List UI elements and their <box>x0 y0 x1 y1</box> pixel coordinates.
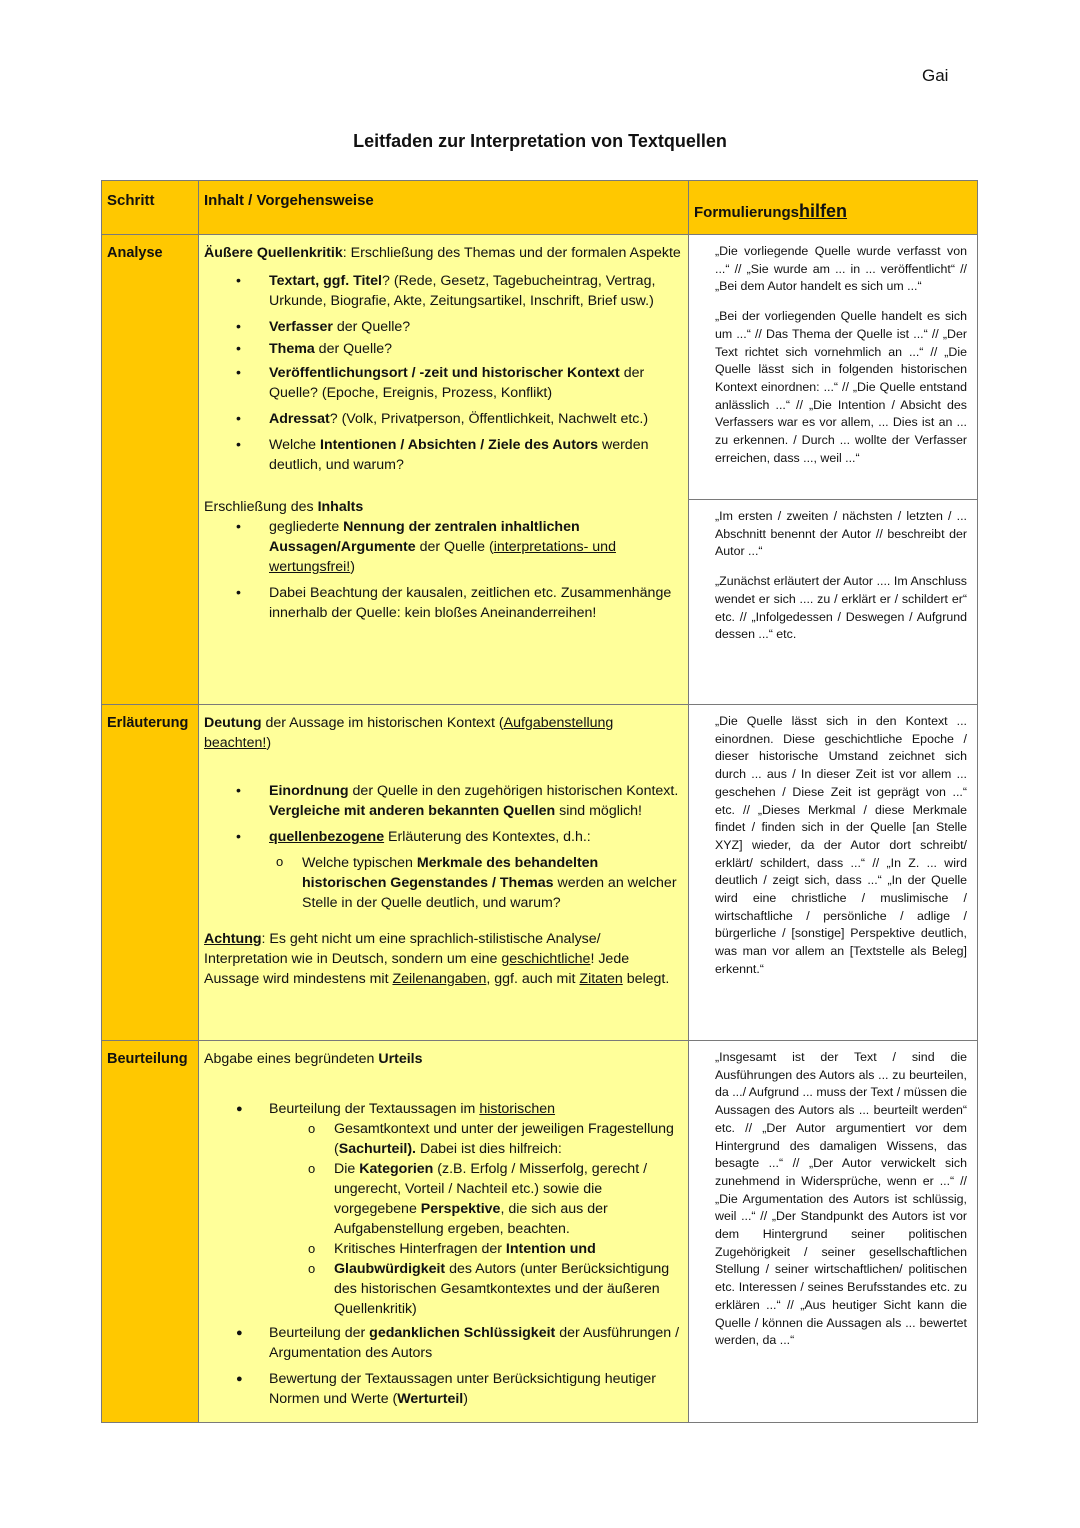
list-item: o Glaubwürdigkeit des Autors (unter Berücksichtigung des historischen Gesamtkontextes und der äußeren Quellenkritik) <box>204 1259 683 1319</box>
content-analyse: Äußere Quellenkritik: Erschließung des Themas und der formalen Aspekte • Textart, ggf. Titel? (Rede, Gesetz, Tagebucheintrag, Vertrag, Urkunde, Biografie, Akte, Zeitungsartikel, Inschrift, Brief usw.) • Verfasser der Quelle? • Thema der Quelle? • Veröffentlichungsort / -zeit und historischer Kontext der Quelle? (Epoche, Ereignis, Prozess, Konflikt) • Adressat? (Volk, Privatperson, Öffentlichkeit, Nachwelt etc.) • Welche Intentionen / Absichten / Ziele des Autors werden deutlich, und warum? Erschließung des Inhalts • gegliederte Nennung der zentralen inhaltlichen Aussagen/Argumente der Quelle (interpretations- und wertungsfrei!) • Dabei Beachtung der kausalen, zeitlichen etc. Zusammenhänge innerhalb der Quelle: kein bloßes Aneinanderreihen! <box>199 235 689 705</box>
attention-note: Achtung: Es geht nicht um eine sprachlich-stilistische Analyse/ Interpretation wie in Deutsch, sondern um eine geschichtliche! Jede Aussage wird mindestens mit Zeilenangaben, ggf. auch mit Zitaten belegt. <box>204 931 670 987</box>
list-item: ● Beurteilung der Textaussagen im historischen <box>204 1099 683 1119</box>
header-step: Schritt <box>102 181 199 235</box>
list-item: o Welche typischen Merkmale des behandelten historischen Gegenstandes / Themas werden an welcher Stelle in der Quelle deutlich, und warum? <box>204 853 683 913</box>
row-erlaeuterung <box>102 705 978 1041</box>
list-item: ● Bewertung der Textaussagen unter Berücksichtigung heutiger Normen und Werte (Werturteil) <box>204 1369 683 1409</box>
list-item: • Thema der Quelle? <box>204 339 683 359</box>
step-erlaeuterung: Erläuterung <box>102 705 199 1041</box>
beurteilung-sublist <box>204 1119 683 1319</box>
erlaeuterung-list <box>204 781 683 847</box>
hint-text: „Die Quelle lässt sich in den Kontext ... einordnen. Diese geschichtliche Epoche / dieser historische Umstand zeichnet sich durch ... aus / In dieser Zeit ist vor allem ... geschehen / Diese Zeit ist geprägt von ...“ etc. // „Dieses Merkmal / diese Merkmale findet / finden sich in der Quelle [an Stelle XYZ] wieder, da der Autor dort schreibt/ erklärt/ schildert, dass ...“ // „In Z. ... wird deutlich / zeigt sich, dass ...“ „In der Quelle wird eine christliche / muslimische / wirtschaftliche / persönliche / adlige / bürgerliche / [sonstige] Perspektive deutlich, was man vor allem an [Textstelle als Beleg] erkennt.“ <box>715 714 967 976</box>
row-analyse <box>102 235 978 705</box>
row-beurteilung <box>102 1041 978 1423</box>
hints-beurteilung <box>689 1041 978 1423</box>
hint-text: „Bei der vorliegenden Quelle handelt es sich um ...“ // Das Thema der Quelle ist ...“ // „Der Text richtet sich vornehmlich an ...“ // „Die Quelle lässt sich in folgenden historischen Kontext einordnen: ...“ // „Die Quelle entstand anlässlich ...“ // „Die Intention / Absicht des Verfassers war es vor allem, ... Dies ist an ... zu erkennen. / Durch ... wollte der Verfasser erreichen, dass ..., weil ...“ <box>715 309 967 465</box>
step-beurteilung: Beurteilung <box>102 1041 199 1423</box>
list-item: • Einordnung der Quelle in den zugehörigen historischen Kontext. Vergleiche mit anderen bekannten Quellen sind möglich! <box>204 781 683 821</box>
hint-text: „Zunächst erläutert der Autor .... Im Anschluss wendet er sich .... zu / erklärt er / schildert er“ etc. // „Infolgedessen / Deswegen / Aufgrund dessen ...“ etc. <box>715 574 967 642</box>
list-item: o Die Kategorien (z.B. Erfolg / Misserfolg, gerecht / ungerecht, Vorteil / Nachteil etc.) sowie die vorgegebene Perspektive, die sich aus der Aufgabenstellung ergeben, beachten. <box>204 1159 683 1239</box>
list-item: • Textart, ggf. Titel? (Rede, Gesetz, Tagebucheintrag, Vertrag, Urkunde, Biografie, Akte, Zeitungsartikel, Inschrift, Brief usw.) <box>204 271 683 311</box>
list-item: ● Beurteilung der gedanklichen Schlüssigkeit der Ausführungen / Argumentation des Autors <box>204 1323 683 1363</box>
hint-text: „Im ersten / zweiten / nächsten / letzten / ... Abschnitt benennt der Autor // beschreibt der Autor ...“ <box>715 509 967 559</box>
document-title: Leitfaden zur Interpretation von Textquellen <box>353 131 727 151</box>
hint-text: „Die vorliegende Quelle wurde verfasst von ...“ // „Sie wurde am ... in ... veröffentlicht“ // „Bei dem Autor handelt es sich um ...“ <box>715 244 967 294</box>
list-item: o Gesamtkontext und unter der jeweiligen Fragestellung (Sachurteil). Dabei ist dies hilfreich: <box>204 1119 683 1159</box>
guide-table <box>101 180 978 1423</box>
list-item: • Verfasser der Quelle? <box>204 317 683 337</box>
list-item: • Veröffentlichungsort / -zeit und historischer Kontext der Quelle? (Epoche, Ereignis, Prozess, Konflikt) <box>204 363 683 403</box>
author-name: Gai <box>922 66 949 85</box>
analyse-criteria-list <box>204 271 683 475</box>
content-erlaeuterung: Deutung der Aussage im historischen Kontext (Aufgabenstellung beachten!) • Einordnung der Quelle in den zugehörigen historischen Kontext. Vergleiche mit anderen bekannten Quellen sind möglich! • quellenbezogene Erläuterung des Kontextes, d.h.: o Welche typischen Merkmale des behandelten historischen Gegenstandes / Themas werden an welcher Stelle in der Quelle deutlich, und warum? Achtung: Es geht nicht um eine sprachlich-stilistische Analyse/ Interpretation wie in Deutsch, sondern um eine geschichtliche! Jede Aussage wird mindestens mit Zeilenangaben, ggf. auch mit Zitaten belegt. <box>199 705 689 1041</box>
beurteilung-list <box>204 1099 683 1119</box>
step-analyse: Analyse <box>102 235 199 705</box>
list-item: o Kritisches Hinterfragen der Intention und <box>204 1239 683 1259</box>
hints-analyse <box>689 235 978 705</box>
header-content: Inhalt / Vorgehensweise <box>199 181 689 235</box>
content-beurteilung: Abgabe eines begründeten Urteils ● Beurteilung der Textaussagen im historischen o Gesamtkontext und unter der jeweiligen Fragestellung (Sachurteil). Dabei ist dies hilfreich: o Die Kategorien (z.B. Erfolg / Misserfolg, gerecht / ungerecht, Vorteil / Nachteil etc.) sowie die vorgegebene Perspektive, die sich aus der Aufgabenstellung ergeben, beachten. o Kritisches Hinterfragen der Intention und o Glaubwürdigkeit des Autors (unter Berücksichtigung des historischen Gesamtkontextes und der äußeren Quellenkritik) ● Beurteilung der gedanklichen Schlüssigkeit der Ausführungen / Argumentation des Autors ● Bewertung der Textaussagen unter Berücksichtigung heutiger Normen und Werte (Werturteil) <box>199 1041 689 1423</box>
hint-text: „Insgesamt ist der Text / sind die Ausführungen des Autors als ... zu beurteilen, da .../ Aufgrund ... muss der Text / müssen die Aussagen des Autors als ... beurteilt werden“ etc. // „Der Autor argumentiert vor dem Hintergrund des damaligen Wissens, das besagte ...“ // „Der Autor verwickelt sich zunehmend in Widersprüche, wenn er ...“ // „Die Argumentation des Autors ist schlüssig, weil ...“ // „Der Standpunkt des Autors ist vor dem Hintergrund seiner politischen Zugehörigkeit / seiner gesellschaftlichen Stellung / seiner wirtschaftlichen/ politischen etc. Interessen / seines Berufsstandes etc. zu erklären ...“ // „Aus heutiger Sicht kann die Quelle / können die Aussagen als ... bewertet werden, da ...“ <box>715 1050 967 1348</box>
erlaeuterung-sublist <box>204 853 683 913</box>
beurteilung-list-2 <box>204 1323 683 1409</box>
hints-erlaeuterung <box>689 705 978 1041</box>
list-item: • gegliederte Nennung der zentralen inhaltlichen Aussagen/Argumente der Quelle (interpretations- und wertungsfrei!) <box>204 517 683 577</box>
list-item: • Dabei Beachtung der kausalen, zeitlichen etc. Zusammenhänge innerhalb der Quelle: kein bloßes Aneinanderreihen! <box>204 583 683 623</box>
list-item: • Adressat? (Volk, Privatperson, Öffentlichkeit, Nachwelt etc.) <box>204 409 683 429</box>
table-header-row <box>102 181 978 235</box>
header-hints: Formulierungshilfen <box>689 181 978 235</box>
list-item: • quellenbezogene Erläuterung des Kontextes, d.h.: <box>204 827 683 847</box>
list-item: • Welche Intentionen / Absichten / Ziele des Autors werden deutlich, und warum? <box>204 435 683 475</box>
analyse-content-list <box>204 517 683 623</box>
